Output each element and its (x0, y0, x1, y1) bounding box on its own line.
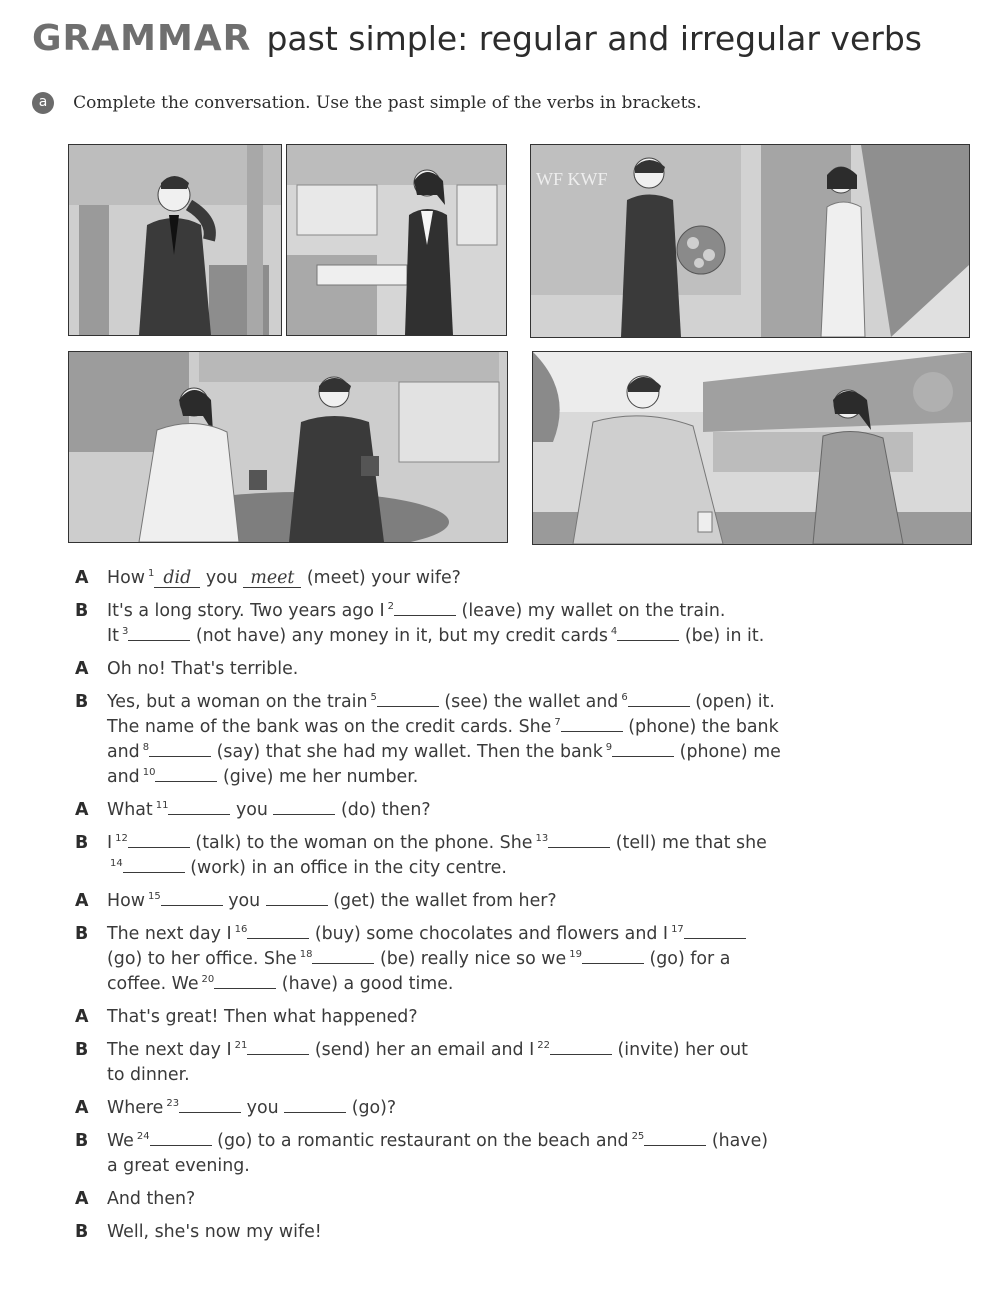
instruction-text: Complete the conversation. Use the past simple of the verbs in brackets. (73, 93, 702, 113)
blank-2[interactable] (394, 601, 456, 616)
blank-15b[interactable] (266, 891, 328, 906)
blank-20[interactable] (214, 974, 276, 989)
dialogue-line-14: B Well, she's now my wife! (75, 1222, 322, 1242)
section-label: GRAMMAR (32, 18, 252, 59)
title-text: past simple: regular and irregular verbs (266, 19, 922, 58)
dialogue-line-8: B The next day I $^{16}$ (buy) some chocolates and flowers and I $^{17}$ (go) to her office. She $^{18}$ (be) really nice so we $^{19}$ (go) for a coffee. We $^{20}$ (have) a good time. (75, 922, 945, 997)
blank-16[interactable] (247, 924, 309, 939)
blank-22[interactable] (550, 1040, 612, 1055)
blank-18[interactable] (312, 949, 374, 964)
dialogue-line-6: B I $^{12}$ (talk) to the woman on the phone. She $^{13}$ (tell) me that she $^{14}$ (work) in an office in the city centre. (75, 833, 767, 878)
blank-17[interactable] (684, 924, 746, 939)
blank-15[interactable] (161, 891, 223, 906)
illustration-couple-restaurant (532, 351, 972, 545)
blank-4[interactable] (617, 626, 679, 641)
instruction (32, 92, 702, 114)
illustration-woman-on-train (286, 144, 507, 336)
dialogue-line-11: A Where $^{23}$ you (go)? (75, 1098, 397, 1118)
dialogue (75, 566, 945, 1245)
blank-7[interactable] (561, 717, 623, 732)
dialogue-line-2: B It's a long story. Two years ago I $^2$ (leave) my wallet on the train. It $^3$ (not have) any money in it, but my credit cards $^4$ (be) in it. (75, 601, 765, 646)
blank-13[interactable] (548, 833, 610, 848)
blank-14[interactable] (123, 858, 185, 873)
blank-12[interactable] (128, 833, 190, 848)
blank-21[interactable] (247, 1040, 309, 1055)
illustration-couple-coffee (68, 351, 508, 543)
blank-23[interactable] (179, 1098, 241, 1113)
illustration-man-with-flowers (530, 144, 970, 338)
blank-9[interactable] (612, 742, 674, 757)
exercise-badge: a (32, 92, 54, 114)
dialogue-line-3: A Oh no! That's terrible. (75, 659, 299, 679)
dialogue-line-5: A What $^{11}$ you (do) then? (75, 800, 431, 820)
blank-6[interactable] (628, 692, 690, 707)
answer-1[interactable]: did (154, 569, 200, 588)
blank-10[interactable] (155, 767, 217, 782)
dialogue-line-1: A How $^1$ did you meet (meet) your wife? (75, 568, 461, 588)
dialogue-line-12: B We $^{24}$ (go) to a romantic restaurant on the beach and $^{25}$ (have) a great evening. (75, 1131, 769, 1176)
page-title (32, 18, 922, 68)
blank-11b[interactable] (273, 800, 335, 815)
dialogue-line-13: A And then? (75, 1189, 196, 1209)
blank-19[interactable] (582, 949, 644, 964)
answer-1b[interactable]: meet (243, 569, 301, 588)
dialogue-line-4: B Yes, but a woman on the train $^5$ (see) the wallet and $^6$ (open) it. The name of the bank was on the credit cards. She $^7$ (phone) the bank and $^8$ (say) that she had my wallet. Then the bank $^9$ (phone) me and $^{10}$ (give) me her number. (75, 692, 781, 787)
dialogue-line-10: B The next day I $^{21}$ (send) her an email and I $^{22}$ (invite) her out to dinner. (75, 1040, 748, 1085)
blank-5[interactable] (377, 692, 439, 707)
blank-23b[interactable] (284, 1098, 346, 1113)
dialogue-line-7: A How $^{15}$ you (get) the wallet from her? (75, 891, 557, 911)
illustration-man-on-phone (68, 144, 282, 336)
svg-text:WF KWF: WF KWF (536, 169, 608, 189)
dialogue-line-9: A That's great! Then what happened? (75, 1007, 418, 1027)
blank-25[interactable] (644, 1131, 706, 1146)
blank-3[interactable] (128, 626, 190, 641)
blank-11[interactable] (168, 800, 230, 815)
blank-24[interactable] (150, 1131, 212, 1146)
blank-8[interactable] (149, 742, 211, 757)
